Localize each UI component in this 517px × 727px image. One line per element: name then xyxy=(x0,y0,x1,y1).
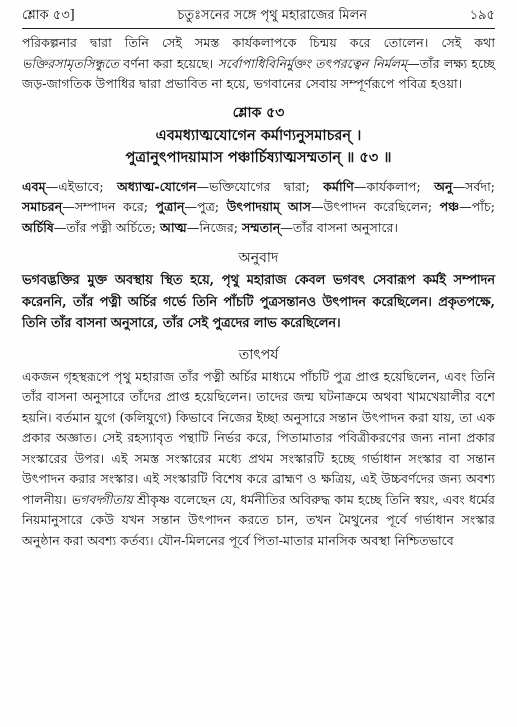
synonym-word: এবম্‌ xyxy=(22,178,46,194)
purport-heading: তাৎপর্য xyxy=(238,346,279,363)
purport-text xyxy=(22,367,495,552)
purport-italic: ভগবদ্গীতায় xyxy=(70,491,133,507)
synonym-meaning: —কার্যকলাপ; xyxy=(353,178,435,194)
intro-text-1: পরিকল্পনার দ্বারা তিনি সেই সমস্ত কার্যকলাপকে চিন্ময় করে তোলেন। সেই কথা xyxy=(22,35,495,50)
intro-italic-2: সর্বোপাধিবিনির্মুক্তং তৎপরত্বেন নির্মলম্‌ xyxy=(217,55,407,71)
synonym-word: অনু xyxy=(434,178,453,194)
intro-italic-1: ভক্তিরসামৃতসিন্ধুতে xyxy=(22,55,119,71)
synonym-meaning: —উৎপাদন করেছিলেন; xyxy=(310,199,440,214)
synonym-meaning: —পুত্র; xyxy=(184,199,227,214)
header-verse-ref: শ্লোক ৫৩] xyxy=(22,8,75,23)
intro-text-3: —তাঁর লক্ষ্য হচ্ছে জড়-জাগতিক উপাধির দ্বারা প্রভাবিত না হয়ে, ভগবানের সেবায় সম্পূর্ণরূপে পবিত্র হওয়া। xyxy=(22,55,495,91)
synonym-meaning: —এইভাবে; xyxy=(45,178,118,194)
header-chapter-title: চতুঃসনের সঙ্গে পৃথু মহারাজের মিলন xyxy=(177,8,368,23)
synonym-word: অধ্যাত্ম-যোগেন xyxy=(117,178,197,194)
synonym-meaning: —তাঁর পত্নী অর্চিতে; xyxy=(53,219,160,235)
translation-text: ভগবদ্ভক্তির মুক্ত অবস্থায় স্থিত হয়ে, পৃথু মহারাজ কেবল ভগবৎ সেবারূপ কর্মই সম্পাদন করেননি, তাঁর পত্নী অর্চির গর্ভে তিনি পাঁচটি পুত্রসন্তানও উৎপাদন করেছিলেন। প্রকৃতপক্ষে, তিনি তাঁর বাসনা অনুসারে, তাঁর সেই পুত্রদের লাভ করেছিলেন। xyxy=(22,273,495,331)
synonym-meaning: —সম্পাদন করে; xyxy=(62,199,156,214)
header-rule xyxy=(22,28,495,29)
synonym-word: অর্চিষি xyxy=(22,219,54,235)
intro-paragraph xyxy=(22,33,495,95)
synonym-word: পঞ্চ xyxy=(439,199,460,214)
synonym-meaning: —তাঁর বাসনা অনুসারে। xyxy=(280,219,398,235)
synonym-meaning: —নিজের; xyxy=(186,219,242,235)
translation-heading: অনুবাদ xyxy=(238,250,279,266)
verse-line-2: পুত্রানুৎপাদয়ামাস পঞ্চার্চিষ্যাত্মসম্মতান্‌ ॥ ৫৩ ॥ xyxy=(125,148,392,166)
verse-title: শ্লোক ৫৩ xyxy=(232,104,285,121)
synonym-meaning: —সর্বদা; xyxy=(452,178,496,194)
page-number: ১৯৫ xyxy=(469,8,495,23)
purport-text-2: শ্রীকৃষ্ণ বলেছেন যে, ধর্মনীতির অবিরুদ্ধ কাম হচ্ছে তিনি স্বয়ং, এবং ধর্মের নিয়মানুসারে কেউ যখন সন্তান উৎপাদন করতে চান, তখন মৈথুনের পূর্বে গর্ভাধান সংস্কার অনুষ্ঠান করা অবশ্য কর্তব্য। যৌন-মিলনের পূর্বে পিতা-মাতার মানসিক অবস্থা নিশ্চিতভাবে xyxy=(22,491,495,548)
intro-text-2: বর্ণনা করা হয়েছে। xyxy=(118,55,218,71)
synonym-word: কর্মাণি xyxy=(323,178,354,194)
synonyms xyxy=(22,177,495,239)
synonym-word: সমাচরন্‌ xyxy=(22,199,63,214)
synonym-meaning: —পাঁচ; xyxy=(459,199,495,214)
purport-text-1: একজন গৃহস্থরূপে পৃথু মহারাজ তাঁর পত্নী অর্চির মাধ্যমে পাঁচটি পুত্র প্রাপ্ত হয়েছিলেন, এবং তিনি তাঁর বাসনা অনুসারে তাঁদের প্রাপ্ত হয়েছিলেন। তাদের জন্ম ঘটনাক্রমে অথবা খামখেয়ালীর বশে হয়নি। বর্তমান যুগে (কলিযুগে) কিভাবে নিজের ইচ্ছা অনুসারে সন্তান উৎপাদন করা যায়, তা এক প্রকার অজ্ঞাত। সেই রহস্যাবৃত পন্থাটি নির্ভর করে, পিতামাতার পবিত্রীকরণের জন্য নানা প্রকার সংস্কারের উপর। এই সমস্ত সংস্কারের মধ্যে প্রথম সংস্কারটি হচ্ছে গর্ভাধান সংস্কার বা সন্তান উৎপাদন করার সংস্কার। এই সংস্কারটি বিশেষ করে ব্রাহ্মণ ও ক্ষত্রিয়, এই উচ্চবর্ণদের জন্য অবশ্য পালনীয়। xyxy=(22,368,495,507)
synonym-word: উৎপাদয়াম্‌ আস xyxy=(226,199,311,214)
synonym-word: আত্ম xyxy=(159,219,187,235)
synonym-word: পুত্রান্‌ xyxy=(155,199,185,214)
synonym-word: সম্মতান্‌ xyxy=(242,219,281,235)
verse-line-1: এবমধ্যাত্মযোগেন কর্মাণ্যনুসমাচরন্‌ । xyxy=(155,126,362,144)
synonym-meaning: —ভক্তিযোগের দ্বারা; xyxy=(196,178,324,194)
page-header xyxy=(22,6,495,26)
